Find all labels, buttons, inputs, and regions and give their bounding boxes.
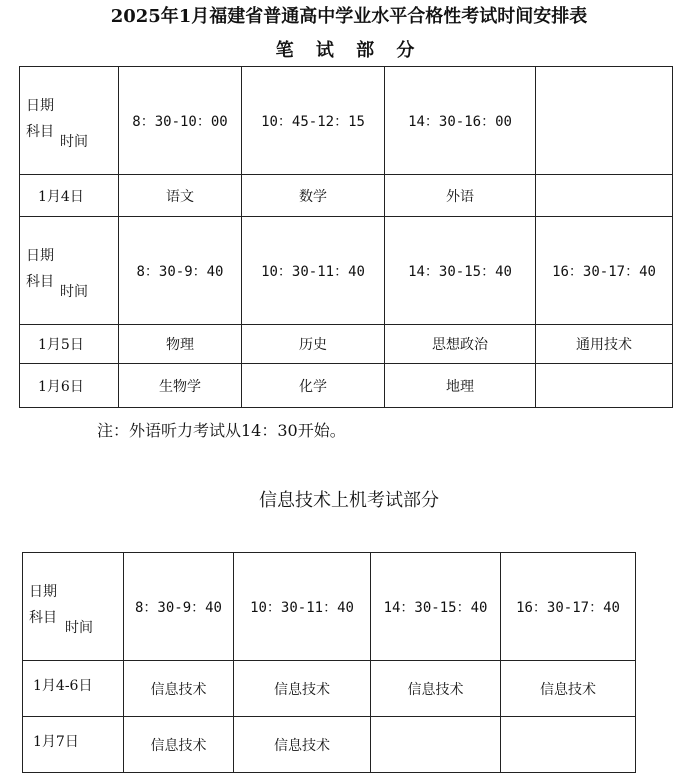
corner-label-time: 时间	[60, 133, 88, 150]
time-slot-cell: 10：45-12：15	[242, 67, 385, 175]
subject-cell: 通用技术	[536, 325, 673, 364]
date-cell: 1月7日	[23, 717, 124, 773]
subject-cell	[371, 717, 501, 773]
subject-cell: 信息技术	[124, 661, 234, 717]
corner-header-cell	[20, 67, 119, 175]
corner-label-date: 日期	[29, 583, 57, 600]
corner-label-subject: 科目	[26, 273, 54, 290]
corner-label-subject: 科目	[26, 123, 54, 140]
corner-label-time: 时间	[60, 283, 88, 300]
table-row	[23, 661, 636, 717]
subject-cell: 信息技术	[234, 717, 371, 773]
subject-cell: 数学	[242, 175, 385, 217]
time-slot-cell: 8：30-10：00	[119, 67, 242, 175]
table-header-row	[20, 67, 673, 175]
date-cell: 1月6日	[20, 364, 119, 408]
subject-cell: 历史	[242, 325, 385, 364]
table-row	[20, 175, 673, 217]
time-slot-cell: 8：30-9：40	[124, 553, 234, 661]
corner-header-cell	[23, 553, 124, 661]
computer-exam-heading: 信息技术上机考试部分	[259, 490, 439, 511]
subject-cell: 地理	[385, 364, 536, 408]
corner-label-subject: 科目	[29, 609, 57, 626]
time-slot-cell	[536, 67, 673, 175]
computer-exam-table	[22, 552, 636, 773]
subject-cell: 信息技术	[501, 661, 636, 717]
subject-cell: 信息技术	[234, 661, 371, 717]
listening-note: 注：外语听力考试从14：30开始。	[97, 421, 346, 440]
time-slot-cell: 14：30-15：40	[371, 553, 501, 661]
subject-cell	[501, 717, 636, 773]
corner-label-date: 日期	[26, 97, 54, 114]
corner-label-time: 时间	[65, 619, 93, 636]
time-slot-cell: 14：30-16：00	[385, 67, 536, 175]
corner-header-cell	[20, 217, 119, 325]
subject-cell	[536, 364, 673, 408]
table-row	[20, 364, 673, 408]
subject-cell: 信息技术	[124, 717, 234, 773]
page-title: 2025年1月福建省普通高中学业水平合格性考试时间安排表	[110, 6, 588, 27]
date-cell: 1月4-6日	[23, 661, 124, 717]
written-exam-heading: 笔 试 部 分	[275, 40, 423, 61]
subject-cell: 生物学	[119, 364, 242, 408]
time-slot-cell: 8：30-9：40	[119, 217, 242, 325]
subject-cell: 外语	[385, 175, 536, 217]
subject-cell: 思想政治	[385, 325, 536, 364]
subject-cell: 语文	[119, 175, 242, 217]
date-cell: 1月5日	[20, 325, 119, 364]
time-slot-cell: 10：30-11：40	[242, 217, 385, 325]
time-slot-cell: 10：30-11：40	[234, 553, 371, 661]
table-header-row	[23, 553, 636, 661]
table-row	[23, 717, 636, 773]
subject-cell: 信息技术	[371, 661, 501, 717]
time-slot-cell: 16：30-17：40	[536, 217, 673, 325]
time-slot-cell: 16：30-17：40	[501, 553, 636, 661]
table-row	[20, 325, 673, 364]
table-header-row	[20, 217, 673, 325]
written-exam-table	[19, 66, 673, 408]
subject-cell: 化学	[242, 364, 385, 408]
subject-cell	[536, 175, 673, 217]
time-slot-cell: 14：30-15：40	[385, 217, 536, 325]
date-cell: 1月4日	[20, 175, 119, 217]
corner-label-date: 日期	[26, 247, 54, 264]
subject-cell: 物理	[119, 325, 242, 364]
